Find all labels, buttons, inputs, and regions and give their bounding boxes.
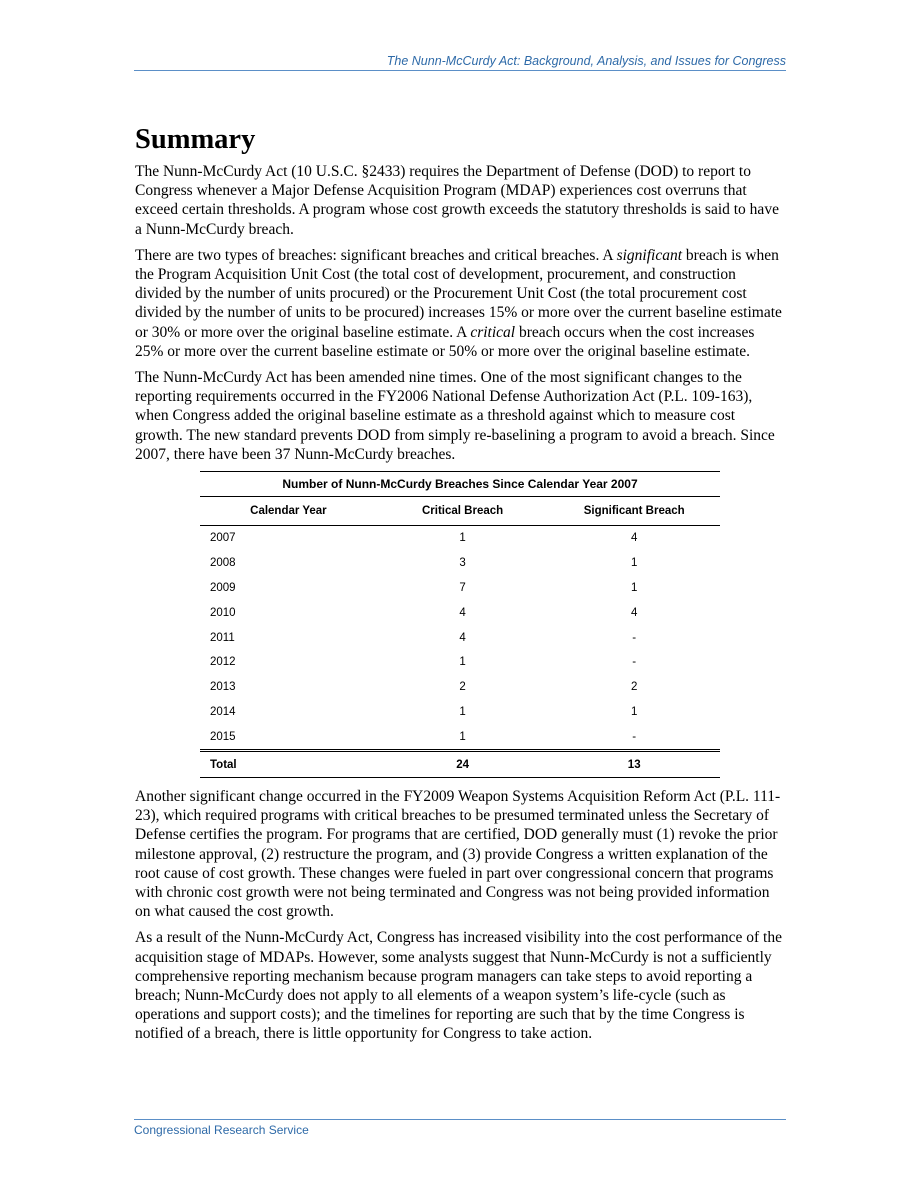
cell-year: 2008 [210, 557, 236, 570]
cell-critical: 2 [459, 681, 466, 694]
paragraph-1: The Nunn-McCurdy Act (10 U.S.C. §2433) requires the Department of Defense (DOD) to report to Congress whenever a Major Defense Acquisition Program (MDAP) experiences cost overruns that exceed certain thresholds. A program whose cost growth exceeds the statutory thresholds is said to have a Nunn-McCurdy breach. [135, 163, 779, 238]
section-heading: Summary [135, 124, 256, 155]
paragraph-2: There are two types of breaches: significant breaches and critical breaches. A significant breach is when the Program Acquisition Unit Cost (the total cost of development, procurement, and construction divided by the number of units procured) or the Procurement Unit Cost (the total procurement cost divided by the number of units to be procured) increases 15% or more over the current baseline estimate or 30% or more over the original baseline estimate. A critical breach occurs when the cost increases 25% or more over the current baseline estimate or 50% or more over the original baseline estimate. [135, 246, 782, 360]
paragraph-5: As a result of the Nunn-McCurdy Act, Congress has increased visibility into the cost performance of the acquisition stage of MDAPs. However, some analysts suggest that Nunn-McCurdy is not a sufficiently comprehensive reporting mechanism because program managers can take steps to avoid reporting a breach; Nunn-McCurdy does not apply to all elements of a weapon system’s life-cycle (such as operations and support costs); and the timelines for reporting are such that by the time Congress is notified of a breach, there is little opportunity for Congress to take action. [135, 929, 782, 1043]
table-row [200, 600, 720, 625]
cell-total-significant: 13 [548, 751, 720, 778]
table-total-row [200, 751, 720, 778]
cell-significant: 1 [630, 582, 638, 595]
cell-significant: - [632, 730, 637, 743]
table-row [200, 526, 720, 551]
cell-significant: 4 [630, 606, 638, 619]
table-row [200, 650, 720, 675]
page-footer: Congressional Research Service [134, 1119, 786, 1137]
table-row [200, 724, 720, 750]
table-row [200, 551, 720, 576]
table-caption: Number of Nunn-McCurdy Breaches Since Calendar Year 2007 [200, 471, 720, 497]
table-row [200, 675, 720, 700]
cell-critical: 4 [459, 606, 466, 619]
cell-significant: - [632, 656, 637, 669]
cell-year: 2015 [210, 730, 236, 743]
cell-year: 2007 [210, 532, 236, 545]
paragraph-3: The Nunn-McCurdy Act has been amended nine times. One of the most significant changes to the reporting requirements occurred in the FY2006 National Defense Authorization Act (P.L. 109-163), when Congress added the original baseline estimate as a threshold against which to measure cost growth. The new standard prevents DOD from simply re-baselining a program to avoid a breach. Since 2007, there have been 37 Nunn-McCurdy breaches. [135, 369, 775, 463]
cell-critical: 3 [459, 557, 466, 570]
table-row [200, 625, 720, 650]
cell-significant: 4 [630, 532, 638, 545]
cell-critical: 1 [459, 656, 466, 669]
col-header-critical: Critical Breach [377, 497, 549, 526]
cell-total-critical: 24 [377, 751, 549, 778]
cell-significant: 1 [630, 706, 638, 719]
running-header: The Nunn-McCurdy Act: Background, Analysis, and Issues for Congress [134, 54, 786, 71]
cell-critical: 1 [459, 706, 466, 719]
col-header-year: Calendar Year [200, 497, 377, 526]
cell-significant: - [632, 631, 637, 644]
paragraph-4: Another significant change occurred in the FY2009 Weapon Systems Acquisition Reform Act (P.L. 111-23), which required programs with critical breaches to be presumed terminated unless the Secretary of Defense certifies the program. For programs that are certified, DOD generally must (1) revoke the prior milestone approval, (2) restructure the program, and (3) provide Congress a written explanation of the root cause of cost growth. These changes were fueled in part over congressional concern that programs with chronic cost growth were not being terminated and Congress was not being provided information on what caused the cost growth. [135, 788, 781, 921]
cell-total-label: Total [200, 751, 377, 778]
cell-year: 2013 [210, 681, 236, 694]
table-row [200, 576, 720, 601]
cell-critical: 4 [459, 631, 466, 644]
cell-year: 2011 [210, 631, 235, 644]
cell-year: 2012 [210, 656, 236, 669]
page-content [135, 124, 785, 1051]
cell-significant: 2 [630, 681, 638, 694]
cell-critical: 1 [459, 730, 466, 743]
cell-year: 2014 [210, 706, 236, 719]
table-header-row [200, 497, 720, 526]
term-critical: critical [470, 323, 516, 341]
cell-critical: 7 [459, 582, 466, 595]
cell-year: 2009 [210, 582, 236, 595]
cell-critical: 1 [459, 532, 466, 545]
cell-significant: 1 [630, 557, 638, 570]
table-row [200, 700, 720, 725]
term-significant: significant [616, 246, 683, 264]
cell-year: 2010 [210, 606, 236, 619]
col-header-significant: Significant Breach [548, 497, 720, 526]
breaches-table [200, 471, 720, 778]
